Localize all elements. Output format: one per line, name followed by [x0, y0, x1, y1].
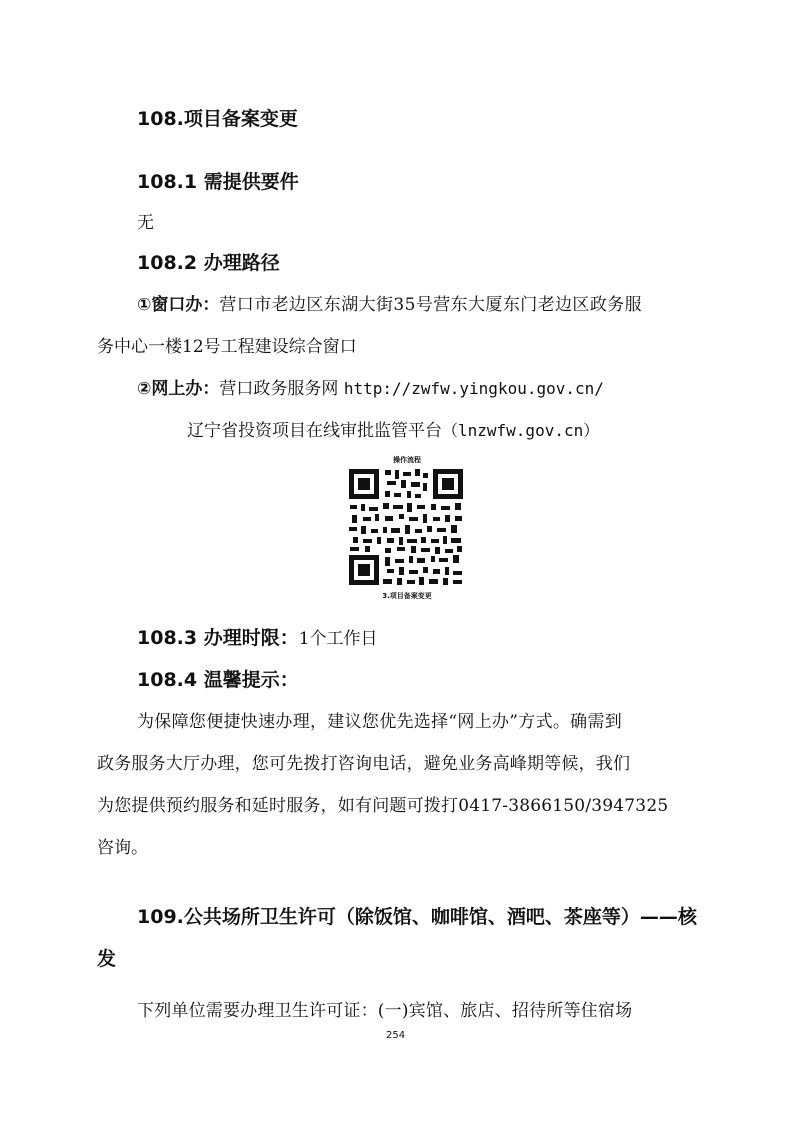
- platform-text: 辽宁省投资项目在线审批监管平台: [187, 421, 442, 441]
- tip-line: 咨询。: [97, 838, 148, 858]
- tip-line: 政务服务大厅办理，您可先拨打咨询电话，避免业务高峰期等候，我们: [97, 754, 631, 774]
- section-108-3-title: 108.3 办理时限：: [137, 627, 299, 649]
- online-line: [137, 374, 604, 399]
- qr-caption-top: 操作流程: [393, 456, 421, 464]
- platform-line: [187, 416, 599, 441]
- qr-code-image: [347, 467, 465, 587]
- section-108-1-body: 无: [137, 213, 154, 233]
- section-108-4-title: 108.4 温馨提示：: [137, 669, 299, 691]
- section-108-3-value: 1个工作日: [298, 629, 378, 649]
- tip-line: 为您提供预约服务和延时服务，如有问题可拨打0417-3866150/3947325: [97, 796, 669, 816]
- section-108-3: [137, 623, 378, 650]
- section-108-2-title: 108.2 办理路径: [137, 252, 280, 274]
- section-109-intro: 下列单位需要办理卫生许可证：(一)宾馆、旅店、招待所等住宿场: [137, 1001, 633, 1021]
- online-label: ②网上办：: [137, 379, 220, 399]
- tip-line: 为保障您便捷快速办理，建议您优先选择“网上办”方式。确需到: [137, 712, 623, 732]
- online-text: 营口政务服务网: [219, 379, 339, 399]
- qr-code: [347, 467, 465, 591]
- section-108-1-title: 108.1 需提供要件: [137, 171, 299, 193]
- window-line-2: 务中心一楼12号工程建设综合窗口: [97, 337, 357, 357]
- section-109-title-line1: 109.公共场所卫生许可（除饭馆、咖啡馆、酒吧、茶座等）——核: [137, 906, 697, 928]
- page-number: 254: [386, 1030, 406, 1041]
- qr-caption-bottom: 3.项目备案变更: [382, 592, 432, 600]
- section-109-title-line2: 发: [97, 948, 117, 970]
- window-line-1: [137, 290, 642, 315]
- window-label: ①窗口办：: [137, 295, 220, 315]
- section-108-title: 108.项目备案变更: [137, 108, 298, 130]
- platform-url[interactable]: （lnzwfw.gov.cn）: [442, 421, 600, 440]
- online-url[interactable]: http://zwfw.yingkou.gov.cn/: [343, 379, 604, 398]
- window-address: 营口市老边区东湖大街35号营东大厦东门老边区政务服: [219, 295, 643, 315]
